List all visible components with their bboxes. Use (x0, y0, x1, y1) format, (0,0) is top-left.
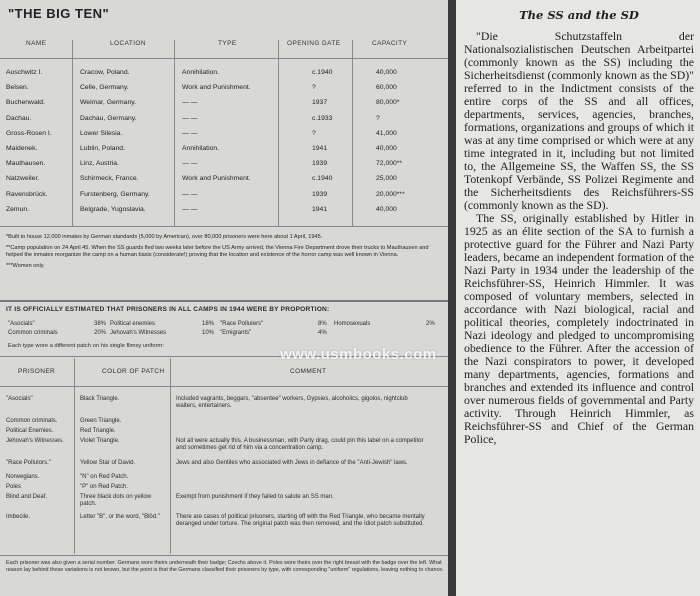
cell-type: — — (182, 129, 198, 137)
prisoner-type: "Race Pollutors." (6, 460, 51, 466)
proportion-value: 20% (94, 330, 107, 336)
patch-comment: Included vagrants, beggars, "absentee" workers, Gypsies, alcoholics, gigolos, nightclub waiters, entertainers. (176, 396, 408, 409)
cell-location: Schirmeck, France. (80, 175, 139, 183)
col-header-capacity: CAPACITY (372, 40, 408, 47)
cell-type: Work and Punishment. (182, 175, 251, 183)
cell-location: Belgrade, Yugoslavia. (80, 205, 146, 213)
cell-type: Annihilation. (182, 144, 220, 152)
cell-date: 1937 (312, 99, 328, 107)
cell-capacity: 40,000 (376, 144, 397, 152)
col-header-location: LOCATION (110, 40, 146, 47)
big-ten-title: "THE BIG TEN" (8, 6, 110, 21)
proportion-label: Political enemies (110, 321, 156, 327)
cell-capacity: 72,000** (376, 160, 403, 168)
prisoner-type: "Asocials" (6, 396, 33, 402)
cell-name: Dachau. (6, 114, 32, 122)
cell-date: 1939 (312, 160, 328, 168)
table-row (0, 188, 448, 203)
big-ten-notes (6, 234, 444, 274)
table-row (0, 81, 448, 96)
proportion-value: 4% (318, 330, 327, 336)
cell-name: Natzweiler. (6, 175, 40, 183)
big-ten-rows (0, 66, 448, 218)
prisoner-type: Imbecile. (6, 514, 31, 520)
prisoner-type: Norwegians. (6, 474, 40, 480)
cell-name: Auschwitz I. (6, 69, 43, 76)
cell-location: Furstenberg, Germany. (80, 190, 150, 198)
proportion-label: "Race Polluters" (220, 321, 264, 327)
footnote: **Camp population on 24 April 45. When the SS guards fled two weeks later before the US Army arrived, the Vienna Fire Department drove their trucks to Mauthausen and helped the inmates reorganize the camp on a human basis (considerate!) proving that the location and existence of the horror camp was well known in Vienna. (6, 245, 429, 258)
cell-date: 1941 (312, 144, 328, 152)
proportion-value: 2% (426, 321, 435, 327)
cell-capacity: 40,000 (376, 205, 397, 213)
article-paragraph: "Die Schutzstaffeln der Nationalsozialistischen Deutschen Arbeitpartei (commonly known as the SS) including the Sicherheitsdienst (commonly known as the SD)" referred to in the Indictment consists of the entire corps of the SS and all offices, departments, services, agencies, branches, formations, organizations and groups of which it was at any time comprised or which were at any time integrated in it, including but not limited to, the Allgemeine SS, the Waffen SS, the SS Totenkopf Verbände, SS Polizei Regimente and the Sicherheitsdients des Reichsführers-SS (commonly known as the SD). (464, 29, 694, 212)
cell-name: Zemun. (6, 205, 30, 213)
patch-table-bottom (0, 555, 448, 556)
col-header-type: TYPE (218, 40, 237, 47)
cell-name: Gross-Rosen I. (6, 129, 52, 137)
patch-color: Yellow Star of David. (80, 460, 136, 466)
col-header-name: NAME (26, 40, 47, 47)
cell-location: Linz, Austria. (80, 160, 119, 168)
col-header-opening-date: OPENING DATE (287, 40, 341, 47)
prisoner-type: Poles (6, 484, 22, 490)
cell-location: Lower Silesia. (80, 129, 123, 137)
proportion-label: "Asocials" (8, 321, 35, 327)
table-row (0, 172, 448, 187)
cell-date: ? (312, 129, 316, 137)
table-row (0, 142, 448, 157)
column-divider (170, 358, 171, 554)
footnote: ***Women only. (6, 263, 45, 269)
table-bottom-divider (0, 226, 448, 227)
patch-color: "N" on Red Patch. (80, 474, 129, 480)
cell-capacity: 20,000*** (376, 190, 405, 198)
prisoner-type: Political Enemies. (6, 428, 54, 434)
table-row (0, 157, 448, 172)
cell-capacity: 80,000* (376, 99, 400, 107)
table-row (0, 203, 448, 218)
table-row (0, 96, 448, 111)
proportion-lines (8, 320, 440, 338)
patch-table-header (0, 360, 448, 384)
cell-capacity: ? (376, 114, 380, 122)
cell-date: c.1940 (312, 175, 333, 183)
table-row (0, 66, 448, 81)
patch-color: Letter "B", or the word, "Blöd." (80, 514, 160, 520)
cell-date: c.1940 (312, 69, 333, 76)
cell-location: Dachau, Germany. (80, 114, 137, 122)
patch-color: Red Triangle. (80, 428, 116, 434)
patch-color: Violet Triangle. (80, 438, 120, 444)
proportion-label: Homosexuals (334, 321, 371, 327)
cell-capacity: 25,000 (376, 175, 397, 183)
cell-date: 1941 (312, 205, 328, 213)
cell-name: Maidenek. (6, 144, 38, 152)
cell-type: — — (182, 205, 198, 213)
proportion-value: 38% (94, 321, 107, 327)
serial-number-note: Each prisoner was also given a serial number. Germans wore theirs underneath their badge; Czechs above it. Poles wore theirs over the right breast with the badge over the left. What reason lay behind these variations is not known, but the point is that the Germans classified their prisoners by type, with corresponding "uniform" regulations, leaving nothing to chance. (6, 560, 444, 573)
cell-type: — — (182, 160, 198, 168)
footnote: *Built to house 12,000 inmates by German standards (5,000 by American), over 80,000 prisoners were here about 1 April, 1945. (6, 234, 323, 240)
cell-capacity: 60,000 (376, 84, 397, 92)
section-divider (0, 300, 448, 302)
patch-comment: Not all were actually this. A businessman, with Party drag, could pin this label on a competitor and sometimes get rid of him via a concentration camp. (176, 438, 424, 451)
header-divider (0, 58, 448, 59)
table-row (0, 112, 448, 127)
cell-name: Mauthausen. (6, 160, 46, 168)
cell-type: — — (182, 99, 198, 107)
proportion-label: Jehovah's Witnesses (110, 330, 167, 336)
cell-type: — — (182, 114, 198, 122)
watermark: www.usmbooks.com (280, 346, 437, 363)
article-title: The SS and the SD (519, 8, 639, 22)
proportion-label: Common criminals (8, 330, 58, 336)
patch-note: Each type wore a different patch on his single flimsy uniform: (8, 343, 164, 349)
article-body (464, 30, 694, 446)
proportion-label: "Emigrants" (220, 330, 252, 336)
cell-location: Weimar, Germany. (80, 99, 137, 107)
cell-name: Ravensbrück. (6, 190, 48, 198)
cell-date: 1939 (312, 190, 328, 198)
col-header-prisoner: PRISONER (18, 368, 56, 375)
prisoner-type: Jehovah's Witnesses. (6, 438, 64, 444)
cell-type: Work and Punishment. (182, 84, 251, 92)
cell-name: Belsen. (6, 84, 29, 92)
page-gutter (448, 0, 456, 596)
big-ten-header (0, 32, 448, 54)
article-paragraph: The SS, originally established by Hitler in 1925 as an élite section of the SA to furnish a protective guard for the Führer and Nazi Party leaders, became an independent formation of the Nazi Party in 1934 under the leadership of the Reichsführer-SS, Heinrich Himmler. It was composed of voluntary members, selected in accordance with Nazi biological, racial and political theories, completely indoctrinated in Nazi ideology and pledged to uncompromising obedience to the Führer. After the accession of the Nazi conspirators to power, it developed many departments, agencies, formations and branches and extended its influence and control over numerous fields of governmental and Party activity. Through Heinrich Himmler, as Reichsführer-SS and Chief of the German Police, (464, 211, 694, 446)
patch-comment: Exempt from punishment if they failed to salute an SS man. (176, 494, 334, 500)
patch-color: Black Triangle. (80, 396, 120, 402)
proportion-value: 18% (202, 321, 215, 327)
patch-comment: Jews and also Gentiles who associated with Jews in defiance of the "Anti-Jewish" laws. (176, 460, 408, 466)
patch-color: Three black dots on yellow patch. (80, 494, 152, 507)
cell-name: Buchenwald. (6, 99, 45, 107)
col-header-color: COLOR OF PATCH (102, 368, 165, 375)
cell-date: ? (312, 84, 316, 92)
cell-type: Annihilation. (182, 69, 220, 76)
patch-color: "P" on Red Patch. (80, 484, 128, 490)
prisoner-type: Common criminals. (6, 418, 58, 424)
estimate-title: IT IS OFFICIALLY ESTIMATED THAT PRISONERS IN ALL CAMPS IN 1944 WERE BY PROPORTION: (6, 306, 330, 313)
proportion-value: 8% (318, 321, 327, 327)
cell-location: Cracow, Poland. (80, 69, 130, 76)
proportion-value: 10% (202, 330, 215, 336)
col-header-comment: COMMENT (290, 368, 327, 375)
cell-location: Lublin, Poland. (80, 144, 125, 152)
cell-capacity: 40,000 (376, 69, 397, 76)
patch-comment: There are cases of political prisoners, starting off with the Red Triangle, who became mentally deranged under torture. The original patch was then removed, and the Idiot patch substituted. (176, 514, 425, 527)
cell-type: — — (182, 190, 198, 198)
article-page (456, 0, 700, 596)
cell-location: Celle, Germany. (80, 84, 129, 92)
patch-color: Green Triangle. (80, 418, 122, 424)
prisoner-type: Blind and Deaf. (6, 494, 48, 500)
patch-header-divider (0, 386, 448, 387)
table-row (0, 127, 448, 142)
cell-capacity: 41,000 (376, 129, 397, 137)
column-divider (74, 358, 75, 554)
cell-date: c.1933 (312, 114, 333, 122)
